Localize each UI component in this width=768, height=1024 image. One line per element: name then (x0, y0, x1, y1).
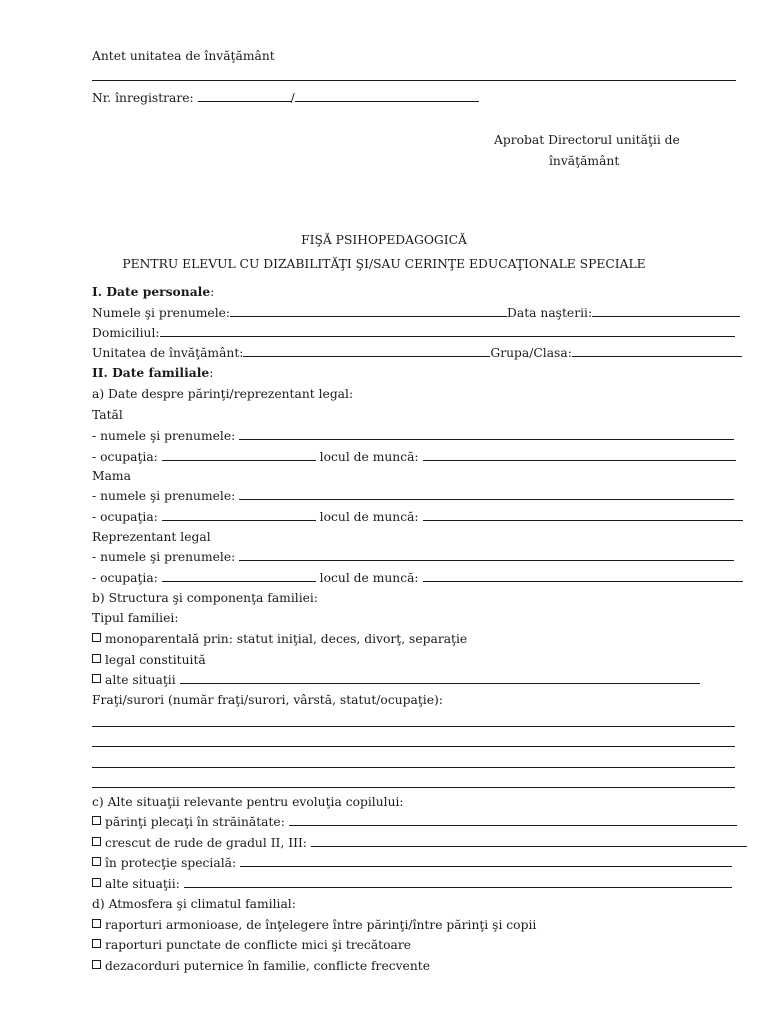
nume-prenume-label: - numele şi prenumele: (92, 489, 236, 503)
antet-label: Antet unitatea de învăţământ (92, 49, 275, 63)
alte-situatii-field[interactable] (180, 672, 700, 684)
slash: / (290, 91, 295, 105)
domiciliul-row (92, 325, 735, 341)
frati-line[interactable] (92, 767, 735, 768)
tip-option[interactable] (92, 631, 467, 647)
section2-heading-text: II. Date familiale (92, 365, 210, 380)
b-label: b) Structura şi componenţa familiei: (92, 591, 318, 605)
domiciliul-label: Domiciliul: (92, 326, 160, 340)
tip-option[interactable] (92, 652, 206, 668)
checkbox[interactable] (92, 919, 101, 928)
domiciliul-field[interactable] (160, 325, 735, 337)
reprezentant-nume-row (92, 549, 734, 565)
frati-line[interactable] (92, 746, 735, 747)
mama-nume-field[interactable] (239, 488, 734, 500)
d-option[interactable] (92, 917, 536, 933)
unitatea-label: Unitatea de învăţământ: (92, 346, 244, 360)
d-option[interactable] (92, 958, 430, 974)
tatal-ocupatia-field[interactable] (162, 449, 316, 461)
colon: : (210, 285, 215, 299)
aprobat-line1: Aprobat Directorul unităţii de (494, 133, 680, 147)
c-label: c) Alte situaţii relevante pentru evoluţia copilului: (92, 795, 404, 809)
c-option-field[interactable] (240, 855, 732, 867)
tatal-locul-field[interactable] (423, 449, 736, 461)
tatal-ocupatia-row (92, 449, 736, 465)
tatal-label: Tatăl (92, 408, 123, 422)
frati-line[interactable] (92, 726, 735, 727)
numele-field[interactable] (230, 305, 507, 317)
c-option[interactable] (92, 876, 732, 892)
checkbox[interactable] (92, 878, 101, 887)
reprezentant-nume-field[interactable] (239, 549, 734, 561)
tip-option-label: monoparentală prin: statut iniţial, deces, divorţ, separaţie (105, 632, 468, 646)
reprezentant-label: Reprezentant legal (92, 530, 211, 544)
data-nasterii-label: Data naşterii: (507, 306, 593, 320)
nr-inregistrare-label: Nr. înregistrare: (92, 91, 194, 105)
a-label: a) Date despre părinţi/reprezentant legal: (92, 387, 354, 401)
aprobat-line2: învăţământ (549, 154, 620, 168)
grupa-label: Grupa/Clasa: (490, 346, 572, 360)
frati-line[interactable] (92, 787, 735, 788)
checkbox[interactable] (92, 674, 101, 683)
title-line2: PENTRU ELEVUL CU DIZABILITĂŢI ŞI/SAU CERINŢE EDUCAŢIONALE SPECIALE (122, 257, 646, 271)
unitatea-field[interactable] (243, 345, 490, 357)
checkbox[interactable] (92, 939, 101, 948)
reprezentant-ocupatia-field[interactable] (162, 570, 316, 582)
c-option-label: alte situaţii: (105, 877, 180, 891)
c-option-field[interactable] (311, 835, 747, 847)
nume-prenume-label: - numele şi prenumele: (92, 429, 236, 443)
frati-label: Fraţi/surori (număr fraţi/surori, vârstă, statut/ocupaţie): (92, 693, 443, 707)
checkbox[interactable] (92, 960, 101, 969)
tip-option-label: legal constituită (105, 653, 206, 667)
c-option-field[interactable] (289, 814, 737, 826)
c-option[interactable] (92, 835, 747, 851)
unitatea-row (92, 345, 742, 361)
c-option[interactable] (92, 814, 737, 830)
data-nasterii-field[interactable] (592, 305, 740, 317)
c-option-field[interactable] (184, 876, 732, 888)
c-option[interactable] (92, 855, 732, 871)
section1-heading (92, 284, 214, 300)
tip-option-label: alte situaţii (105, 673, 176, 687)
nume-prenume-label: - numele şi prenumele: (92, 550, 236, 564)
colon: : (209, 366, 214, 380)
d-option-label: raporturi punctate de conflicte mici şi trecătoare (105, 938, 411, 952)
section2-heading (92, 365, 213, 381)
locul-de-munca-label: locul de muncă: (319, 450, 419, 464)
d-option-label: raporturi armonioase, de înţelegere între părinţi/între părinţi şi copii (105, 918, 537, 932)
reprezentant-locul-field[interactable] (423, 570, 743, 582)
mama-ocupatia-row (92, 509, 743, 525)
d-option-label: dezacorduri puternice în familie, conflicte frecvente (105, 959, 430, 973)
locul-de-munca-label: locul de muncă: (319, 571, 419, 585)
numele-label: Numele şi prenumele: (92, 306, 231, 320)
ocupatia-label: - ocupaţia: (92, 510, 158, 524)
title-line1: FIŞĂ PSIHOPEDAGOGICĂ (301, 233, 467, 247)
nr-inregistrare-blank[interactable] (198, 90, 291, 102)
checkbox[interactable] (92, 816, 101, 825)
nr-inregistrare-row (92, 90, 479, 106)
mama-locul-field[interactable] (423, 509, 743, 521)
c-option-label: crescut de rude de gradul II, III: (105, 836, 307, 850)
nume-row (92, 305, 740, 321)
tatal-nume-row (92, 428, 734, 444)
d-option[interactable] (92, 937, 411, 953)
antet-rule (92, 80, 736, 81)
grupa-field[interactable] (572, 345, 742, 357)
d-label: d) Atmosfera şi climatul familial: (92, 897, 296, 911)
tatal-nume-field[interactable] (239, 428, 734, 440)
checkbox[interactable] (92, 857, 101, 866)
tip-option[interactable] (92, 672, 700, 688)
nr-inregistrare-date-blank[interactable] (295, 90, 479, 102)
checkbox[interactable] (92, 654, 101, 663)
locul-de-munca-label: locul de muncă: (319, 510, 419, 524)
section1-heading-text: I. Date personale (92, 284, 211, 299)
c-option-label: în protecţie specială: (105, 856, 237, 870)
ocupatia-label: - ocupaţia: (92, 571, 158, 585)
mama-ocupatia-field[interactable] (162, 509, 316, 521)
checkbox[interactable] (92, 633, 101, 642)
checkbox[interactable] (92, 837, 101, 846)
mama-nume-row (92, 488, 734, 504)
ocupatia-label: - ocupaţia: (92, 450, 158, 464)
tipul-label: Tipul familiei: (92, 611, 179, 625)
reprezentant-ocupatia-row (92, 570, 743, 586)
mama-label: Mama (92, 469, 131, 483)
c-option-label: părinţi plecaţi în străinătate: (105, 815, 285, 829)
